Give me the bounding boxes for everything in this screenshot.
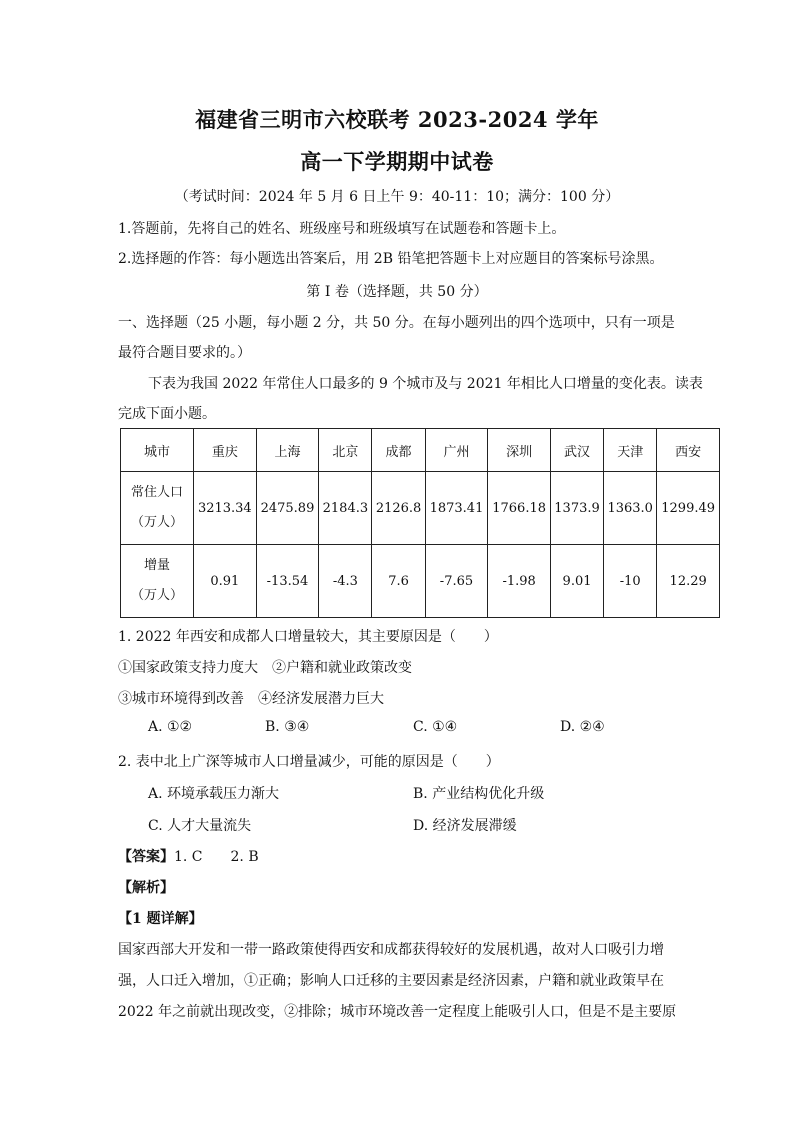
section-heading-line1: 一、选择题（25 小题，每小题 2 分，共 50 分。在每小题列出的四个选项中，只有一项是 <box>118 315 675 331</box>
population-label-line2: （万人） <box>130 515 183 530</box>
population-cell: 1766.18 <box>488 472 551 545</box>
increment-cell: 7.6 <box>372 545 425 618</box>
exam-title-line1: 福建省三明市六校联考 2023-2024 学年 <box>195 107 599 132</box>
population-cell: 2475.89 <box>256 472 319 545</box>
exam-title-line2: 高一下学期期中试卷 <box>300 149 494 174</box>
population-cell: 1873.41 <box>425 472 488 545</box>
increment-cell: 0.91 <box>194 545 257 618</box>
increment-cell: -10 <box>604 545 657 618</box>
city-cell: 武汉 <box>550 429 603 472</box>
table-row-increment <box>121 545 720 618</box>
population-label <box>121 472 194 545</box>
increment-label-line2: （万人） <box>130 588 183 603</box>
q1-statements-line2: ③城市环境得到改善 ④经济发展潜力巨大 <box>118 691 384 707</box>
exam-info: （考试时间：2024 年 5 月 6 日上午 9：40-11：10；满分：100 分） <box>174 189 620 205</box>
q2-option-c: C. 人才大量流失 <box>148 818 252 834</box>
analysis-label: 【解析】 <box>118 880 174 896</box>
increment-label <box>121 545 194 618</box>
city-cell: 上海 <box>256 429 319 472</box>
section-heading-line2: 最符合题目要求的。） <box>118 345 251 361</box>
increment-cell: 12.29 <box>657 545 720 618</box>
population-table <box>120 428 720 618</box>
table-header-row <box>121 429 720 472</box>
q1-option-b: B. ③④ <box>265 719 310 735</box>
analysis-line-1: 国家西部大开发和一带一路政策使得西安和成都获得较好的发展机遇，故对人口吸引力增 <box>118 942 664 958</box>
population-cell: 1299.49 <box>657 472 720 545</box>
population-cell: 1363.0 <box>604 472 657 545</box>
q2-option-a: A. 环境承载压力渐大 <box>148 786 280 802</box>
q2-option-b: B. 产业结构优化升级 <box>413 786 545 802</box>
city-cell: 西安 <box>657 429 720 472</box>
population-cell: 2184.3 <box>319 472 372 545</box>
city-cell: 广州 <box>425 429 488 472</box>
city-cell: 深圳 <box>488 429 551 472</box>
increment-cell: -1.98 <box>488 545 551 618</box>
city-cell: 北京 <box>319 429 372 472</box>
analysis-line-3: 2022 年之前就出现改变，②排除；城市环境改善一定程度上能吸引人口，但是不是主要原 <box>118 1004 677 1020</box>
increment-cell: -4.3 <box>319 545 372 618</box>
analysis-sub-label: 【1 题详解】 <box>118 911 203 927</box>
q1-option-d: D. ②④ <box>560 719 605 735</box>
q1-option-a: A. ①② <box>148 719 193 735</box>
note-2: 2.选择题的作答：每小题选出答案后，用 2B 铅笔把答题卡上对应题目的答案标号涂黑。 <box>118 251 664 267</box>
increment-cell: 9.01 <box>550 545 603 618</box>
table-row-population <box>121 472 720 545</box>
q1-statements-line1: ①国家政策支持力度大 ②户籍和就业政策改变 <box>118 660 412 676</box>
intro-line1: 下表为我国 2022 年常住人口最多的 9 个城市及与 2021 年相比人口增量的变化表。读表 <box>148 376 703 392</box>
answer-text: 1. C 2. B <box>174 849 259 865</box>
intro-line2: 完成下面小题。 <box>118 406 216 422</box>
city-cell: 成都 <box>372 429 425 472</box>
city-cell: 天津 <box>604 429 657 472</box>
note-1: 1.答题前，先将自己的姓名、班级座号和班级填写在试题卷和答题卡上。 <box>118 221 566 237</box>
increment-cell: -13.54 <box>256 545 319 618</box>
q1-stem: 1. 2022 年西安和成都人口增量较大，其主要原因是（ ） <box>118 629 498 645</box>
increment-label-line1: 增量 <box>143 558 170 573</box>
q1-option-c: C. ①④ <box>413 719 458 735</box>
city-cell: 重庆 <box>194 429 257 472</box>
analysis-line-2: 强，人口迁入增加，①正确；影响人口迁移的主要因素是经济因素，户籍和就业政策早在 <box>118 973 664 989</box>
population-cell: 1373.9 <box>550 472 603 545</box>
table-header-label: 城市 <box>121 429 194 472</box>
population-cell: 3213.34 <box>194 472 257 545</box>
increment-cell: -7.65 <box>425 545 488 618</box>
q2-option-d: D. 经济发展滞缓 <box>413 818 517 834</box>
answer-label: 【答案】 <box>118 849 174 865</box>
volume-title: 第 I 卷（选择题，共 50 分） <box>306 284 488 300</box>
population-cell: 2126.8 <box>372 472 425 545</box>
answer-line <box>118 846 259 866</box>
population-label-line1: 常住人口 <box>130 485 183 500</box>
q2-stem: 2. 表中北上广深等城市人口增量减少，可能的原因是（ ） <box>118 754 500 770</box>
